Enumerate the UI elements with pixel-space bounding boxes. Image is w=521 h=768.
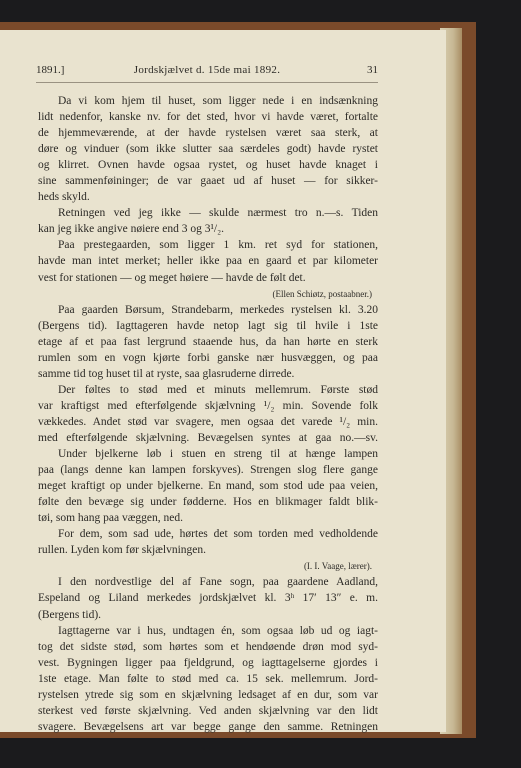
text-line: svagere. Bevægelsens art var begge gange den samme. Retningen xyxy=(38,720,378,733)
text-line: døre og vinduer (som ikke slutter saa særdeles godt) havde rystet xyxy=(38,143,378,156)
text-line: Der føltes to stød med et minuts mellemrum. Første stød xyxy=(58,383,378,396)
signature-line: (I. I. Vaage, lærer). xyxy=(303,561,372,572)
text-line: Espeland og Liland merkedes jordskjælvet kl. 3ʰ 17′ 13″ e. m. xyxy=(38,592,378,605)
text-line: heds skyld. xyxy=(38,191,90,204)
running-header xyxy=(36,64,378,80)
text-line: (Bergens tid). xyxy=(38,608,102,621)
text-line: meget kraftigt op under bjelkerne. En mand, som stod ude paa veien, xyxy=(38,480,378,493)
text-line: sterkest ved første skjælvning. Ved anden skjælvning var den lidt xyxy=(38,704,378,717)
text-line: rystelsen ytrede sig som en skjælvning ledsaget af en dur, som var xyxy=(38,688,378,701)
text-line: vækkedes. Andet stød var svagere, men ogsaa det varede ¹/₂ min. xyxy=(38,415,378,428)
text-line: var kraftigst med efterfølgende skjælvning ¹/₂ min. Sovende folk xyxy=(38,399,378,412)
text-line: Paa prestegaarden, som ligger 1 km. ret syd for stationen, xyxy=(58,239,378,252)
text-line: I den nordvestlige del af Fane sogn, paa gaardene Aadland, xyxy=(58,576,378,589)
header-year: 1891.] xyxy=(36,64,65,76)
book-page xyxy=(0,30,446,732)
text-line: etage af et paa fast lergrund staaende hus, da han hørte en sterk xyxy=(38,335,378,348)
text-line: Iagttagerne var i hus, undtagen én, som ogsaa løb ud og iagt- xyxy=(58,624,378,637)
text-line: vest. Bygningen ligger paa fjeldgrund, og iagttagelserne gjordes i xyxy=(38,656,378,669)
text-line: lidt nedenfor, kanske nv. for det sted, hvor vi havde været, fortalte xyxy=(38,111,378,124)
text-line: vest for stationen — og meget høiere — havde de følt det. xyxy=(38,271,306,284)
text-line: de hjemmeværende, at der havde rystelsen været saa sterk, at xyxy=(38,127,378,140)
text-line: tøi, som hang paa væggen, ned. xyxy=(38,512,184,525)
text-line: Retningen ved jeg ikke — skulde nærmest tro n.—s. Tiden xyxy=(58,207,378,220)
text-line: havde man intet merket; heller ikke paa en gaard et par kilometer xyxy=(38,255,378,268)
text-line: (Bergens tid). Iagttageren havde netop lagt sig til hvile i 1ste xyxy=(38,319,378,332)
text-line: rullen. Lyden kom før skjælvningen. xyxy=(38,544,207,557)
text-line: paa (langs denne kan lampen forskyves). Strengen slog flere gange xyxy=(38,464,378,477)
text-line: sine sammenføininger; de var gaaet ud af huset — for sikker- xyxy=(38,175,378,188)
header-title: Jordskjælvet d. 15de mai 1892. xyxy=(133,64,281,76)
text-line: Paa gaarden Børsum, Strandebarm, merkedes rystelsen kl. 3.20 xyxy=(58,303,378,316)
text-line: kan jeg ikke angive nøiere end 3 og 3¹/₂. xyxy=(38,223,224,236)
text-line: samme tid tog huset til at ryste, saa glasruderne dirrede. xyxy=(38,367,295,380)
text-line: Da vi kom hjem til huset, som ligger nede i en indsænkning xyxy=(58,95,378,107)
text-line: og klirret. Ovnen havde ogsaa rystet, og huset havde knaget i xyxy=(38,159,378,172)
header-rule xyxy=(36,82,378,83)
signature-line: (Ellen Schiøtz, postaabner.) xyxy=(272,288,372,299)
page-number: 31 xyxy=(367,64,378,76)
body-text xyxy=(38,93,378,735)
text-line: tog det sidste stød, som hørtes som et hendøende drøn mod syd- xyxy=(38,640,378,653)
text-line: med efterfølgende skjælvning. Bevægelsen syntes at gaa no.—sv. xyxy=(38,431,378,444)
text-line: 1ste etage. Man følte to stød med ca. 15 sek. mellemrum. Jord- xyxy=(38,672,378,685)
text-line: rumlen som en vogn kjørte forbi ganske nær husvæggen, og paa xyxy=(38,351,378,364)
text-line: For dem, som sad ude, hørtes det som torden med vedholdende xyxy=(58,528,378,541)
text-line: følte den bevæge sig under fødderne. Hos en blikmager faldt blik- xyxy=(38,496,378,509)
text-line: Under bjelkerne løb i stuen en streng til at hænge lampen xyxy=(58,448,378,461)
